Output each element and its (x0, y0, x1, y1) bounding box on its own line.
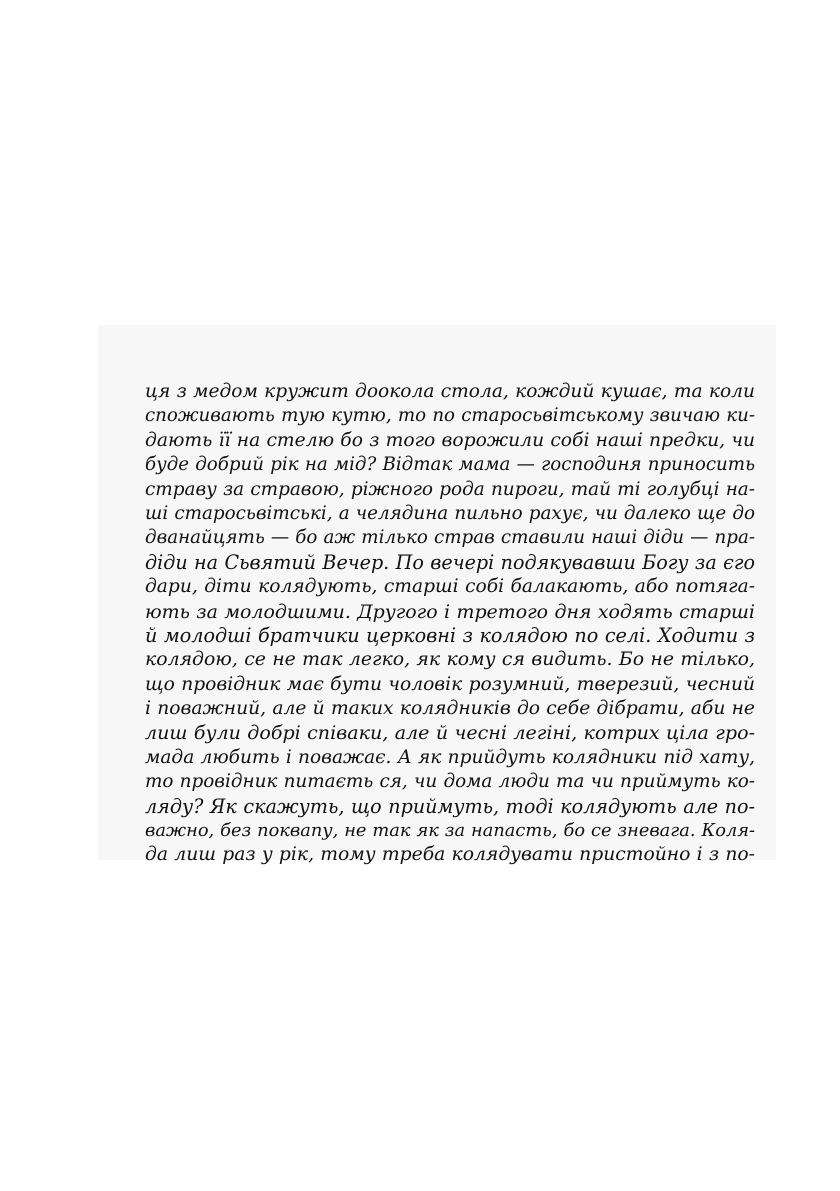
text-line: дванайцять — бо аж тілько страв ставили наші діди — пра- (145, 527, 755, 549)
text-line: споживають тую кутю, то по старосьвітському звичаю ки- (145, 405, 755, 427)
text-line: і поважний, але й таких колядників до себе дібрати, аби не (145, 698, 755, 720)
text-line: то провідник питаєть ся, чи дома люди та чи приймуть ко- (145, 771, 755, 793)
text-line: страву за стравою, ріжного рода пироги, тай ті голубці на- (145, 478, 755, 500)
text-line: колядою, се не так легко, як кому ся видить. Бо не тілько, (145, 649, 755, 671)
text-line: мада любить і поважає. А як прийдуть колядники під хату, (145, 746, 755, 768)
text-line: буде добрий рік на мід? Відтак мама — господиня приносить (145, 454, 755, 476)
text-line: да лиш раз у рік, тому треба колядувати пристойно і з по- (145, 844, 755, 866)
text-line: дари, діти колядують, старші собі балакають, або потяга- (145, 576, 755, 598)
text-line: діди на Сьвятий Вечер. По вечері подякувавши Богу за єго (145, 550, 755, 574)
text-line: ця з медом кружит доокола стола, кождий кушає, та коли (145, 381, 755, 402)
text-line: ляду? Як скажуть, що приймуть, тоді колядують але по- (145, 794, 755, 818)
body-text (145, 380, 755, 868)
text-line: дають її на стелю бо з того ворожили собі наші предки, чи (145, 429, 755, 451)
text-line: лиш були добрі співаки, але й чесні легіні, котрих ціла гро- (145, 722, 755, 745)
text-line: ють за молодшими. Другого і третого дня ходять старші (145, 600, 755, 623)
text-line: важно, без поквапу, не так як за напасть, бо се зневага. Коля- (145, 821, 755, 842)
text-line: ші старосьвітські, а челядина пильно рахує, чи далеко ще до (145, 502, 755, 524)
text-line: й молодші братчики церковні з колядою по селі. Ходити з (145, 623, 755, 647)
text-line: що провідник має бути чоловік розумний, тверезий, чесний (145, 673, 755, 695)
